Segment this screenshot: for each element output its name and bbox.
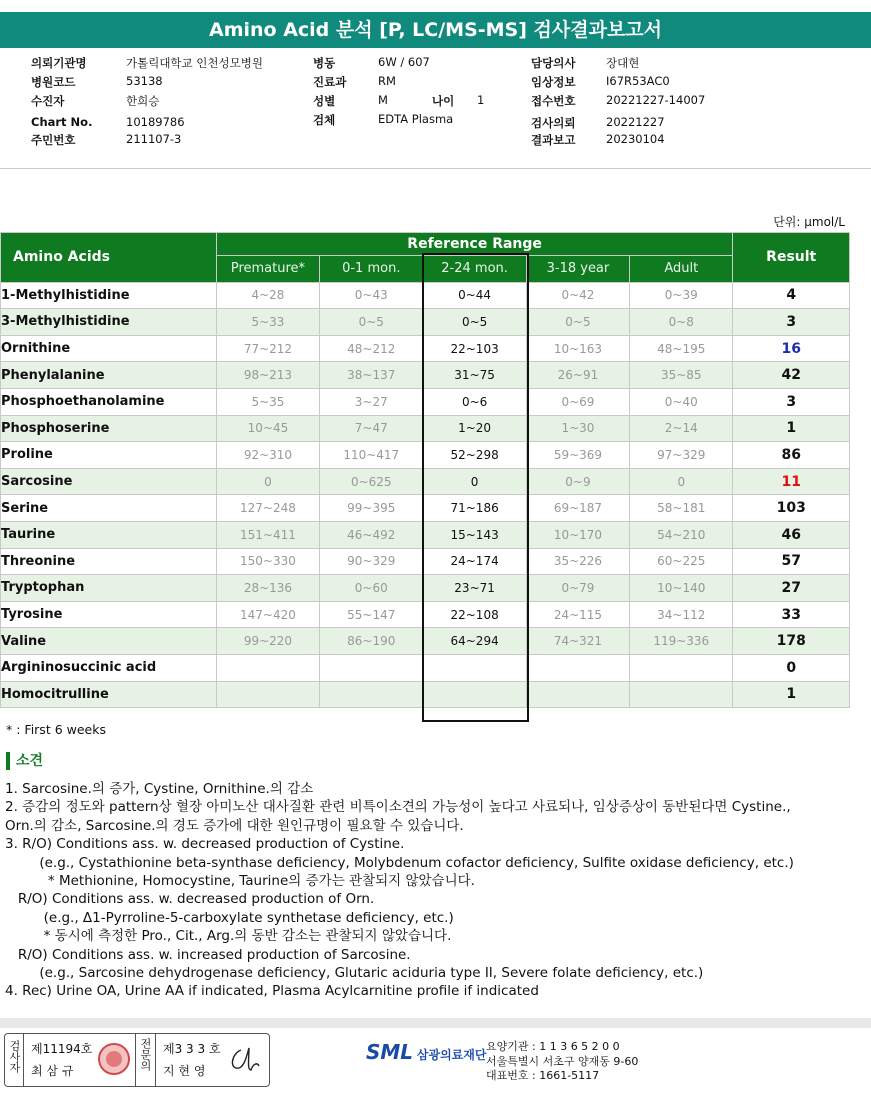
signature-name-2: 지 현 영 bbox=[163, 1064, 206, 1078]
info-label: 나이 bbox=[432, 94, 455, 108]
reference-range-cell: 23~71 bbox=[423, 575, 526, 602]
result-value: 42 bbox=[733, 362, 850, 389]
result-value: 103 bbox=[733, 495, 850, 522]
info-label: 진료과 bbox=[313, 75, 347, 89]
info-label: 검사의뢰 bbox=[531, 116, 576, 130]
info-label: 접수번호 bbox=[531, 94, 576, 108]
result-value: 57 bbox=[733, 548, 850, 575]
reference-range-cell: 0~43 bbox=[320, 282, 423, 309]
divider bbox=[0, 168, 871, 169]
reference-range-cell: 10~163 bbox=[526, 335, 629, 362]
reference-range-cell: 127~248 bbox=[216, 495, 319, 522]
signature-no-1: 제11194호 bbox=[31, 1042, 93, 1056]
reference-range-cell: 0~60 bbox=[320, 575, 423, 602]
table-row bbox=[1, 681, 850, 708]
note-line: R/O) Conditions ass. w. decreased production of Orn. bbox=[5, 891, 375, 908]
table-row bbox=[1, 415, 850, 442]
reference-range-cell bbox=[320, 681, 423, 708]
reference-range-cell: 0 bbox=[423, 468, 526, 495]
header-amino-acids: Amino Acids bbox=[1, 233, 217, 283]
reference-range-cell: 24~174 bbox=[423, 548, 526, 575]
reference-range-cell: 7~47 bbox=[320, 415, 423, 442]
sml-logo-icon: SML bbox=[366, 1040, 414, 1064]
info-label: 검체 bbox=[313, 113, 336, 127]
note-line: 4. Rec) Urine OA, Urine AA if indicated, Plasma Acylcarnitine profile if indicated bbox=[5, 983, 539, 1000]
org-line: 서울특별시 서초구 양재동 9-60 bbox=[486, 1054, 639, 1068]
reference-range-cell: 74~321 bbox=[526, 628, 629, 655]
reference-range-cell: 1~30 bbox=[526, 415, 629, 442]
amino-acid-name: Tryptophan bbox=[1, 575, 217, 602]
table-row bbox=[1, 495, 850, 522]
reference-range-cell: 48~212 bbox=[320, 335, 423, 362]
reference-range-cell: 38~137 bbox=[320, 362, 423, 389]
note-line: R/O) Conditions ass. w. increased production of Sarcosine. bbox=[5, 946, 411, 963]
result-value: 16 bbox=[733, 335, 850, 362]
table-row bbox=[1, 654, 850, 681]
amino-acid-name: Phosphoethanolamine bbox=[1, 388, 217, 415]
reference-range-cell: 10~140 bbox=[630, 575, 733, 602]
amino-acid-name: Sarcosine bbox=[1, 468, 217, 495]
reference-range-cell: 22~108 bbox=[423, 601, 526, 628]
reference-range-cell: 69~187 bbox=[526, 495, 629, 522]
info-label: 결과보고 bbox=[531, 133, 576, 147]
reference-range-cell: 0~5 bbox=[423, 309, 526, 336]
reference-range-cell: 60~225 bbox=[630, 548, 733, 575]
reference-range-cell: 0~625 bbox=[320, 468, 423, 495]
reference-range-cell: 0~8 bbox=[630, 309, 733, 336]
reference-range-cell: 5~33 bbox=[216, 309, 319, 336]
info-value: I67R53AC0 bbox=[606, 74, 670, 88]
amino-acid-name: Ornithine bbox=[1, 335, 217, 362]
reference-range-cell: 22~103 bbox=[423, 335, 526, 362]
reference-range-cell: 2~14 bbox=[630, 415, 733, 442]
table-row bbox=[1, 442, 850, 469]
info-value: 한희승 bbox=[126, 94, 160, 108]
reference-range-cell: 52~298 bbox=[423, 442, 526, 469]
result-value: 33 bbox=[733, 601, 850, 628]
reference-range-cell: 28~136 bbox=[216, 575, 319, 602]
table-row bbox=[1, 362, 850, 389]
info-value: 장대현 bbox=[606, 56, 640, 70]
reference-range-cell: 24~115 bbox=[526, 601, 629, 628]
info-value: 가톨릭대학교 인천성모병원 bbox=[126, 56, 263, 70]
reference-range-cell: 0~69 bbox=[526, 388, 629, 415]
amino-acid-name: Proline bbox=[1, 442, 217, 469]
reference-range-cell: 0~5 bbox=[526, 309, 629, 336]
reference-range-cell: 86~190 bbox=[320, 628, 423, 655]
section-title: 소견 bbox=[6, 752, 43, 770]
reference-range-cell: 35~85 bbox=[630, 362, 733, 389]
info-label: 의뢰기관명 bbox=[31, 56, 87, 70]
info-value: 53138 bbox=[126, 74, 163, 88]
reference-range-cell bbox=[216, 654, 319, 681]
note-line: (e.g., Sarcosine dehydrogenase deficiency, Glutaric aciduria type II, Severe folate deficiency, etc.) bbox=[5, 965, 704, 982]
reference-range-cell bbox=[526, 654, 629, 681]
reference-range-cell: 99~220 bbox=[216, 628, 319, 655]
reference-range-cell: 99~395 bbox=[320, 495, 423, 522]
org-line: 대표번호 : 1661-5117 bbox=[486, 1069, 600, 1082]
reference-range-cell: 71~186 bbox=[423, 495, 526, 522]
result-value: 46 bbox=[733, 521, 850, 548]
table-row bbox=[1, 282, 850, 309]
info-value: 211107-3 bbox=[126, 132, 182, 146]
reference-range-cell: 5~35 bbox=[216, 388, 319, 415]
note-line: * 동시에 측정한 Pro., Cit., Arg.의 동반 감소는 관찰되지 않았습니다. bbox=[5, 928, 452, 945]
note-line: * Methionine, Homocystine, Taurine의 증가는 관찰되지 않았습니다. bbox=[5, 873, 475, 890]
handwritten-signature-icon bbox=[227, 1044, 263, 1076]
table-row bbox=[1, 548, 850, 575]
reference-range-cell: 0~39 bbox=[630, 282, 733, 309]
result-value: 3 bbox=[733, 309, 850, 336]
reference-range-cell bbox=[423, 681, 526, 708]
amino-acid-name: Valine bbox=[1, 628, 217, 655]
table-row bbox=[1, 601, 850, 628]
reference-range-cell: 0 bbox=[216, 468, 319, 495]
reference-range-cell: 98~213 bbox=[216, 362, 319, 389]
amino-acid-table bbox=[0, 232, 850, 708]
info-value: RM bbox=[378, 74, 396, 88]
header-range-col: Adult bbox=[630, 256, 733, 283]
result-value: 1 bbox=[733, 681, 850, 708]
amino-acid-name: 1-Methylhistidine bbox=[1, 282, 217, 309]
reference-range-cell: 0~9 bbox=[526, 468, 629, 495]
amino-acid-name: Taurine bbox=[1, 521, 217, 548]
table-row bbox=[1, 521, 850, 548]
info-value: 6W / 607 bbox=[378, 55, 430, 69]
reference-range-cell: 55~147 bbox=[320, 601, 423, 628]
org-address bbox=[486, 1040, 638, 1084]
footer-bar bbox=[0, 1018, 871, 1028]
info-label: 임상정보 bbox=[531, 75, 576, 89]
reference-range-cell: 1~20 bbox=[423, 415, 526, 442]
reference-range-cell bbox=[630, 681, 733, 708]
reference-range-cell: 54~210 bbox=[630, 521, 733, 548]
reference-range-cell: 35~226 bbox=[526, 548, 629, 575]
result-value: 178 bbox=[733, 628, 850, 655]
note-line: (e.g., Cystathionine beta-synthase deficiency, Molybdenum cofactor deficiency, Sulfite oxidase deficiency, etc.) bbox=[5, 854, 794, 871]
reference-range-cell: 4~28 bbox=[216, 282, 319, 309]
result-value: 0 bbox=[733, 654, 850, 681]
reference-range-cell: 0~40 bbox=[630, 388, 733, 415]
signature-label-2: 전문의 bbox=[139, 1038, 152, 1071]
table-row bbox=[1, 468, 850, 495]
header-reference-range: Reference Range bbox=[216, 233, 733, 256]
reference-range-cell: 26~91 bbox=[526, 362, 629, 389]
header-range-col: Premature* bbox=[216, 256, 319, 283]
signature-box bbox=[4, 1033, 270, 1087]
reference-range-cell: 0~44 bbox=[423, 282, 526, 309]
reference-range-cell bbox=[320, 654, 423, 681]
amino-acid-name: Serine bbox=[1, 495, 217, 522]
signature-no-2: 제3 3 3 호 bbox=[163, 1042, 221, 1056]
reference-range-cell: 110~417 bbox=[320, 442, 423, 469]
table-row bbox=[1, 388, 850, 415]
info-label: 병원코드 bbox=[31, 75, 76, 89]
reference-range-cell: 48~195 bbox=[630, 335, 733, 362]
info-value: EDTA Plasma bbox=[378, 112, 454, 126]
table-row bbox=[1, 575, 850, 602]
info-label: 담당의사 bbox=[531, 56, 576, 70]
reference-range-cell: 92~310 bbox=[216, 442, 319, 469]
reference-range-cell: 119~336 bbox=[630, 628, 733, 655]
note-line: 1. Sarcosine.의 증가, Cystine, Ornithine.의 감소 bbox=[5, 781, 314, 797]
reference-range-cell: 0~79 bbox=[526, 575, 629, 602]
amino-acid-name: Threonine bbox=[1, 548, 217, 575]
reference-range-cell: 97~329 bbox=[630, 442, 733, 469]
info-value: 20230104 bbox=[606, 132, 665, 146]
reference-range-cell bbox=[526, 681, 629, 708]
signature-name-1: 최 삼 규 bbox=[31, 1064, 74, 1078]
info-value: 20221227-14007 bbox=[606, 93, 706, 107]
amino-acid-name: 3-Methylhistidine bbox=[1, 309, 217, 336]
footnote: * : First 6 weeks bbox=[6, 722, 106, 737]
info-label: 주민번호 bbox=[31, 133, 76, 147]
result-value: 27 bbox=[733, 575, 850, 602]
org-name: 삼광의료재단 bbox=[416, 1048, 487, 1062]
reference-range-cell: 34~112 bbox=[630, 601, 733, 628]
amino-acid-name: Homocitrulline bbox=[1, 681, 217, 708]
info-value: 10189786 bbox=[126, 115, 185, 129]
result-value: 86 bbox=[733, 442, 850, 469]
reference-range-cell: 64~294 bbox=[423, 628, 526, 655]
signature-label-1: 검사자 bbox=[8, 1040, 21, 1073]
reference-range-cell: 58~181 bbox=[630, 495, 733, 522]
org-line: 요양기관 : 1 1 3 6 5 2 0 0 bbox=[486, 1040, 620, 1053]
reference-range-cell: 0~5 bbox=[320, 309, 423, 336]
note-line: 2. 증감의 정도와 pattern상 혈장 아미노산 대사질환 관련 비특이소견의 가능성이 높다고 사료되나, 임상증상이 동반된다면 Cystine., bbox=[5, 799, 791, 816]
info-label: 성별 bbox=[313, 94, 336, 108]
info-value: 20221227 bbox=[606, 115, 665, 129]
amino-acid-name: Tyrosine bbox=[1, 601, 217, 628]
reference-range-cell: 150~330 bbox=[216, 548, 319, 575]
reference-range-cell: 0 bbox=[630, 468, 733, 495]
reference-range-cell: 59~369 bbox=[526, 442, 629, 469]
reference-range-cell: 15~143 bbox=[423, 521, 526, 548]
result-value: 4 bbox=[733, 282, 850, 309]
reference-range-cell: 0~42 bbox=[526, 282, 629, 309]
table-row bbox=[1, 335, 850, 362]
reference-range-cell: 46~492 bbox=[320, 521, 423, 548]
result-value: 11 bbox=[733, 468, 850, 495]
reference-range-cell: 10~45 bbox=[216, 415, 319, 442]
seal-icon bbox=[97, 1042, 131, 1076]
reference-range-cell: 10~170 bbox=[526, 521, 629, 548]
report-title: Amino Acid 분석 [P, LC/MS-MS] 검사결과보고서 bbox=[0, 12, 871, 48]
org-logo bbox=[366, 1040, 486, 1064]
reference-range-cell bbox=[630, 654, 733, 681]
note-line: Orn.의 감소, Sarcosine.의 경도 증가에 대한 원인규명이 필요할 수 있습니다. bbox=[5, 817, 464, 834]
reference-range-cell: 90~329 bbox=[320, 548, 423, 575]
unit-label: 단위: µmol/L bbox=[773, 215, 845, 229]
reference-range-cell: 77~212 bbox=[216, 335, 319, 362]
table-row bbox=[1, 628, 850, 655]
amino-acid-name: Argininosuccinic acid bbox=[1, 654, 217, 681]
reference-range-cell bbox=[423, 654, 526, 681]
result-value: 1 bbox=[733, 415, 850, 442]
notes bbox=[5, 780, 794, 1001]
reference-range-cell: 147~420 bbox=[216, 601, 319, 628]
reference-range-cell bbox=[216, 681, 319, 708]
amino-acid-name: Phosphoserine bbox=[1, 415, 217, 442]
note-line: (e.g., Δ1-Pyrroline-5-carboxylate synthetase deficiency, etc.) bbox=[5, 909, 454, 926]
header-result: Result bbox=[733, 233, 850, 283]
info-label: Chart No. bbox=[31, 115, 93, 129]
info-value: M bbox=[378, 93, 388, 107]
header-range-col: 0-1 mon. bbox=[320, 256, 423, 283]
info-label: 수진자 bbox=[31, 94, 65, 108]
reference-range-cell: 31~75 bbox=[423, 362, 526, 389]
amino-acid-name: Phenylalanine bbox=[1, 362, 217, 389]
info-value: 1 bbox=[477, 93, 485, 107]
info-label: 병동 bbox=[313, 56, 336, 70]
note-line: 3. R/O) Conditions ass. w. decreased production of Cystine. bbox=[5, 836, 405, 853]
header-range-col: 2-24 mon. bbox=[423, 256, 526, 283]
reference-range-cell: 3~27 bbox=[320, 388, 423, 415]
result-value: 3 bbox=[733, 388, 850, 415]
reference-range-cell: 0~6 bbox=[423, 388, 526, 415]
reference-range-cell: 151~411 bbox=[216, 521, 319, 548]
header-range-col: 3-18 year bbox=[526, 256, 629, 283]
table-row bbox=[1, 309, 850, 336]
